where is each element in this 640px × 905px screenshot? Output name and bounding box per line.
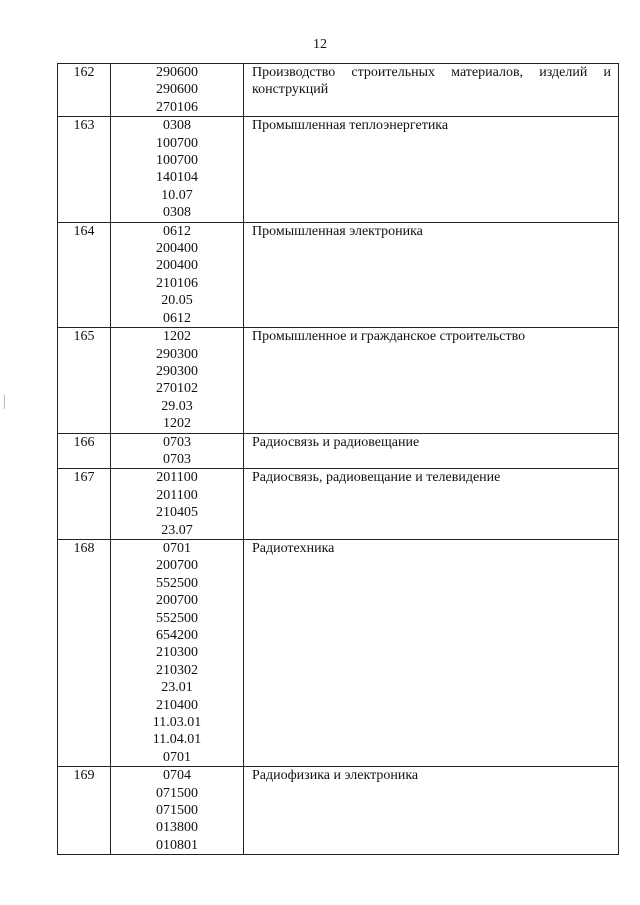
specialty-code: 201100 bbox=[156, 487, 198, 503]
specialty-code: 270106 bbox=[156, 99, 198, 115]
specialty-code: 0612 bbox=[163, 310, 191, 326]
specialty-code: 140104 bbox=[156, 170, 198, 186]
specialty-code: 290600 bbox=[156, 65, 198, 80]
specialty-code-list bbox=[111, 117, 244, 222]
row-number: 166 bbox=[58, 433, 111, 469]
table-row bbox=[58, 328, 619, 433]
specialty-code: 210300 bbox=[156, 645, 198, 661]
specialty-title: Радиотехника bbox=[244, 539, 619, 766]
specialty-code-list bbox=[111, 539, 244, 766]
table-row bbox=[58, 539, 619, 766]
table-row bbox=[58, 767, 619, 855]
specialty-code: 270102 bbox=[156, 381, 198, 397]
table-body bbox=[58, 64, 619, 855]
table-row bbox=[58, 222, 619, 327]
specialty-code: 290600 bbox=[156, 82, 198, 98]
specialty-code: 0701 bbox=[163, 749, 191, 765]
specialty-code: 200400 bbox=[156, 258, 198, 274]
specialty-code: 210405 bbox=[156, 505, 198, 521]
specialty-code: 11.03.01 bbox=[152, 715, 202, 731]
specialty-code: 010801 bbox=[156, 837, 198, 853]
row-number: 163 bbox=[58, 117, 111, 222]
specialty-code: 013800 bbox=[156, 820, 198, 836]
specialty-code-list bbox=[111, 222, 244, 327]
specialty-code-list bbox=[111, 328, 244, 433]
specialty-code: 210106 bbox=[156, 275, 198, 291]
specialty-title: Производство строительных материалов, изделий и конструкций bbox=[244, 64, 619, 117]
specialty-code: 071500 bbox=[156, 803, 198, 819]
specialty-title: Промышленное и гражданское строительство bbox=[244, 328, 619, 433]
specialty-code: 0704 bbox=[163, 768, 191, 784]
row-number: 167 bbox=[58, 469, 111, 540]
specialty-code: 552500 bbox=[156, 575, 198, 591]
table-row bbox=[58, 433, 619, 469]
specialty-code-list bbox=[111, 767, 244, 855]
specialty-code: 20.05 bbox=[161, 293, 193, 309]
specialty-code: 23.07 bbox=[161, 522, 193, 538]
specialty-code: 0308 bbox=[163, 205, 191, 221]
specialty-codes-table bbox=[57, 63, 619, 855]
specialty-code: 552500 bbox=[156, 610, 198, 626]
specialty-code: 0701 bbox=[163, 540, 191, 556]
specialty-code: 290300 bbox=[156, 363, 198, 379]
specialty-code: 0308 bbox=[163, 118, 191, 134]
table-row bbox=[58, 469, 619, 540]
specialty-code-list bbox=[111, 469, 244, 540]
specialty-code: 1202 bbox=[163, 416, 191, 432]
table-row bbox=[58, 117, 619, 222]
page-number: 12 bbox=[313, 37, 327, 52]
specialty-code: 071500 bbox=[156, 785, 198, 801]
specialty-code: 200700 bbox=[156, 558, 198, 574]
specialty-code: 0612 bbox=[163, 223, 191, 239]
specialty-code: 200700 bbox=[156, 593, 198, 609]
specialty-code: 100700 bbox=[156, 153, 198, 169]
specialty-title: Радиосвязь, радиовещание и телевидение bbox=[244, 469, 619, 540]
specialty-code: 290300 bbox=[156, 346, 198, 362]
specialty-code: 11.04.01 bbox=[152, 732, 202, 748]
specialty-title: Промышленная электроника bbox=[244, 222, 619, 327]
specialty-code: 210302 bbox=[156, 662, 198, 678]
table-row bbox=[58, 64, 619, 117]
specialty-code: 10.07 bbox=[161, 187, 193, 203]
row-number: 169 bbox=[58, 767, 111, 855]
specialty-code: 23.01 bbox=[161, 680, 193, 696]
scan-artifact bbox=[4, 395, 5, 409]
specialty-code: 0703 bbox=[163, 451, 191, 467]
specialty-code: 1202 bbox=[163, 329, 191, 345]
specialty-code: 654200 bbox=[156, 628, 198, 643]
specialty-code: 100700 bbox=[156, 135, 198, 151]
specialty-code: 29.03 bbox=[161, 398, 193, 414]
specialty-code: 210400 bbox=[156, 697, 198, 713]
specialty-code-list bbox=[111, 64, 244, 117]
row-number: 164 bbox=[58, 222, 111, 327]
specialty-title: Радиосвязь и радиовещание bbox=[244, 433, 619, 469]
specialty-code-list bbox=[111, 433, 244, 469]
row-number: 168 bbox=[58, 539, 111, 766]
specialty-title: Промышленная теплоэнергетика bbox=[244, 117, 619, 222]
row-number: 162 bbox=[58, 64, 111, 117]
specialty-code: 200400 bbox=[156, 241, 198, 257]
specialty-code: 201100 bbox=[156, 470, 198, 486]
specialty-code: 0703 bbox=[163, 434, 191, 450]
specialty-title: Радиофизика и электроника bbox=[244, 767, 619, 855]
row-number: 165 bbox=[58, 328, 111, 433]
